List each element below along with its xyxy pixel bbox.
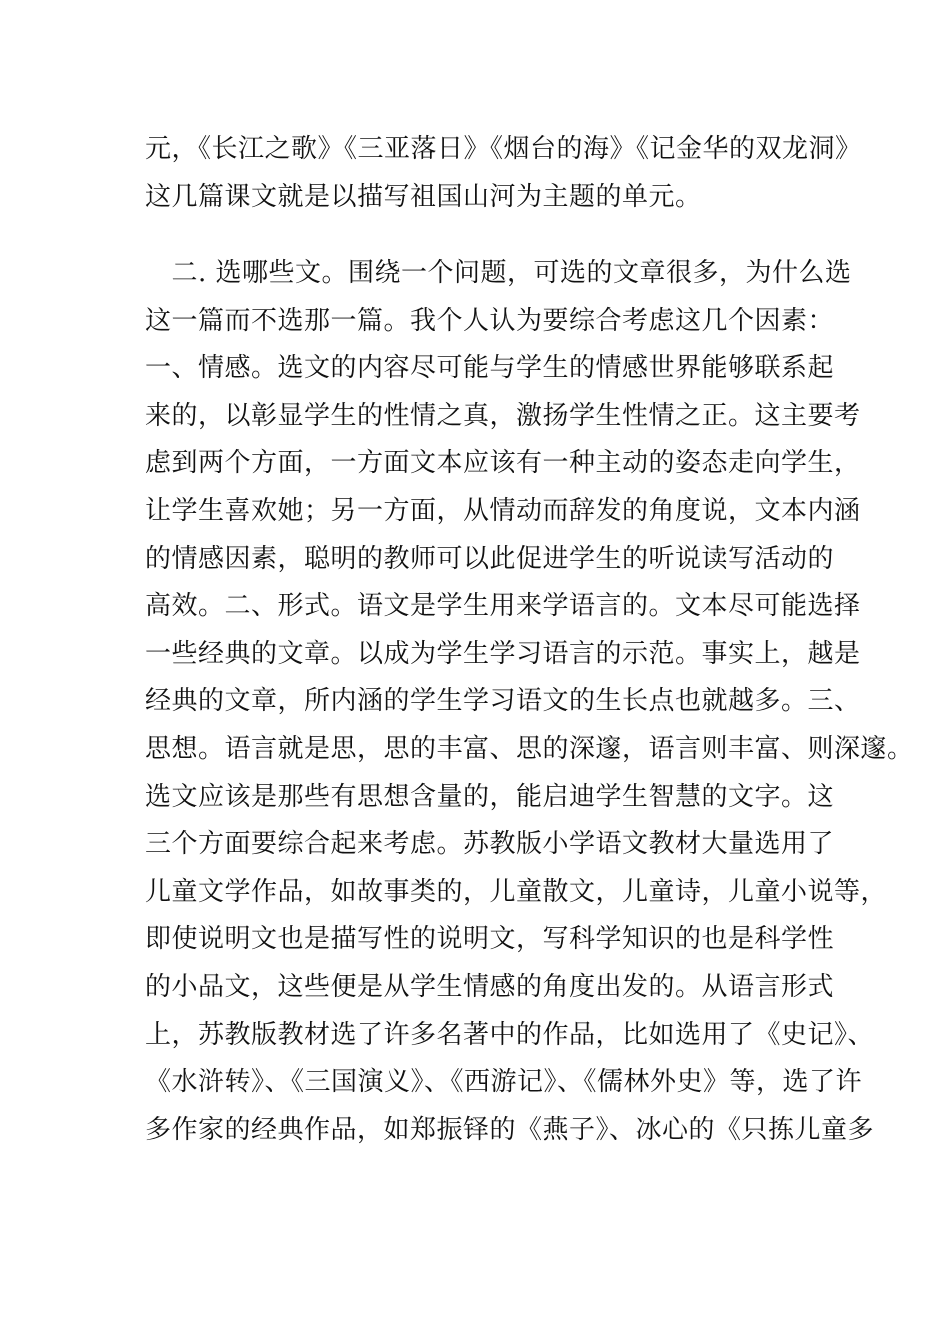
text-line: 《水浒转》、《三国演义》、《西游记》、《儒林外史》等，选了许: [145, 1067, 863, 1098]
text-line: 经典的文章，所内涵的学生学习语文的生长点也就越多。三、: [145, 686, 861, 717]
paragraph-1: [145, 126, 862, 221]
text-line: 即使说明文也是描写性的说明文，写科学知识的也是科学性: [145, 924, 835, 955]
text-line: 让学生喜欢她；另一方面，从情动而辞发的角度说，文本内涵: [145, 495, 861, 526]
text-line: 选文应该是那些有思想含量的，能启迪学生智慧的文字。这: [145, 781, 835, 812]
text-line: 这一篇而不选那一篇。我个人认为要综合考虑这几个因素：: [145, 305, 835, 336]
text-line: 的小品文，这些便是从学生情感的角度出发的。从语言形式: [145, 971, 835, 1002]
text-line: 二. 选哪些文。围绕一个问题，可选的文章很多，为什么选: [145, 258, 852, 288]
text-line: 虑到两个方面，一方面文本应该有一种主动的姿态走向学生，: [145, 448, 861, 479]
text-line: 儿童文学作品，如故事类的，儿童散文，儿童诗，儿童小说等，: [145, 876, 888, 907]
text-line: 这几篇课文就是以描写祖国山河为主题的单元。: [145, 181, 702, 212]
text-line: 的情感因素，聪明的教师可以此促进学生的听说读写活动的: [145, 543, 835, 574]
text-line: 元，《长江之歌》《三亚落日》《烟台的海》《记金华的双龙洞》: [145, 134, 862, 164]
text-line: 多作家的经典作品，如郑振铎的《燕子》、冰心的《只拣儿童多: [145, 1114, 875, 1145]
paragraph-2: [145, 250, 914, 1154]
text-line: 三个方面要综合起来考虑。苏教版小学语文教材大量选用了: [145, 829, 835, 860]
text-line: 上，苏教版教材选了许多名著中的作品，比如选用了《史记》、: [145, 1019, 875, 1050]
text-line: 一、情感。选文的内容尽可能与学生的情感世界能够联系起: [145, 353, 835, 384]
text-line: 一些经典的文章。以成为学生学习语言的示范。事实上，越是: [145, 638, 861, 669]
text-line: 高效。二、形式。语文是学生用来学语言的。文本尽可能选择: [145, 591, 861, 622]
text-line: 思想。语言就是思，思的丰富、思的深邃，语言则丰富、则深邃。: [145, 733, 914, 764]
text-line: 来的，以彰显学生的性情之真，激扬学生性情之正。这主要考: [145, 400, 861, 431]
